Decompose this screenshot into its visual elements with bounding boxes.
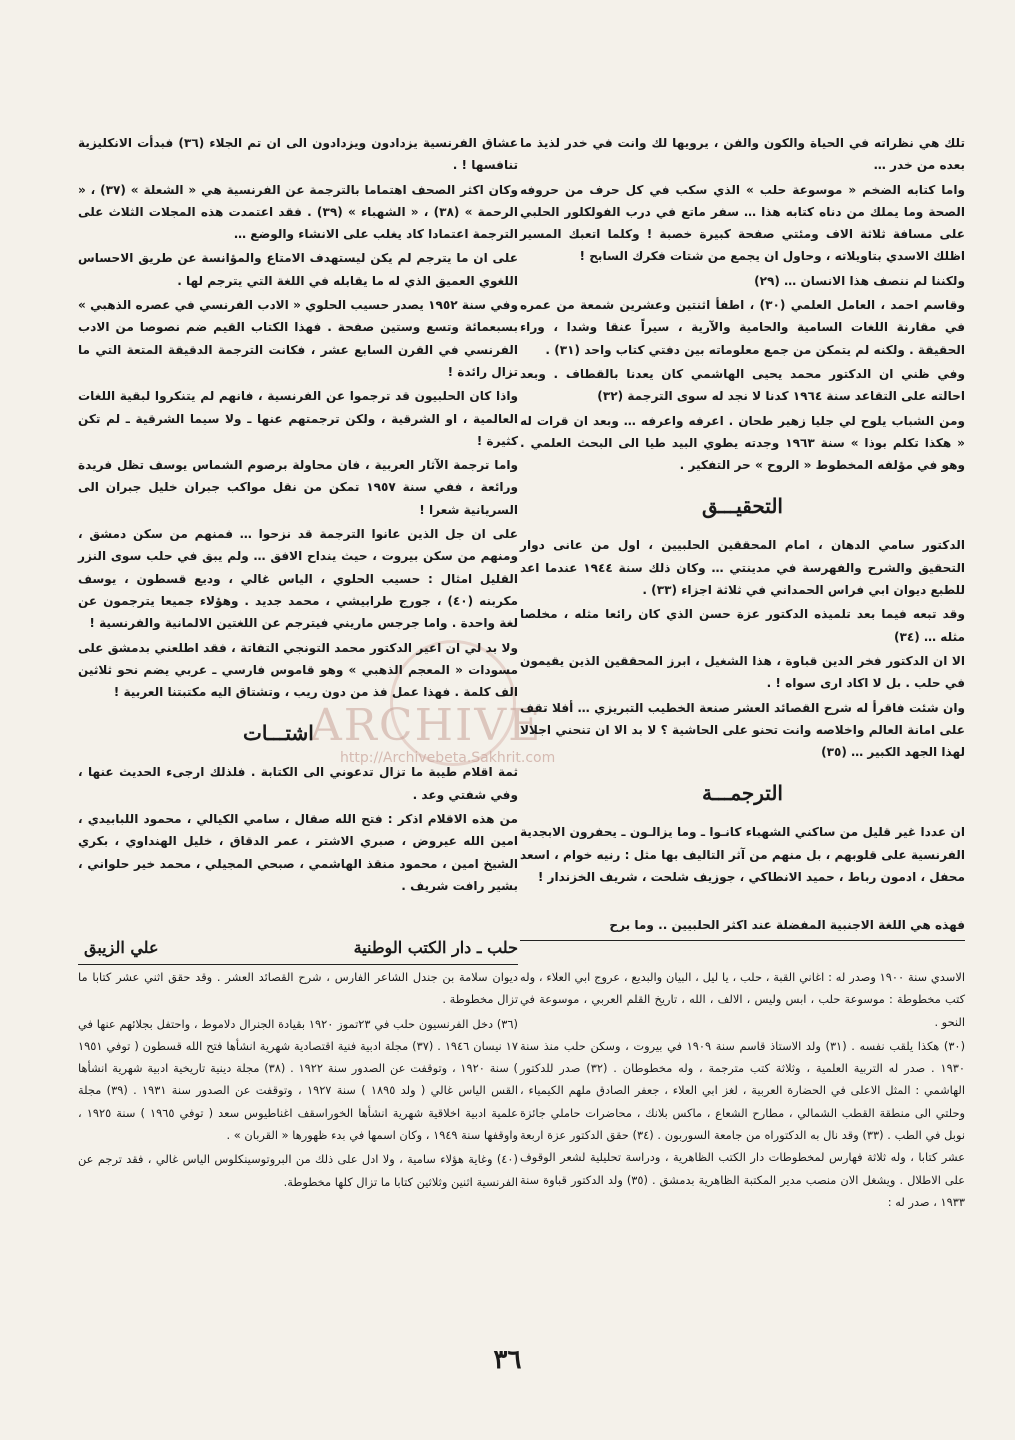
paragraph: واذا كان الحلبيون قد ترجموا عن الفرنسية ، فانهم لم يتنكروا لبقية اللغات العالمية ، او الشرقية ، ولكن ترجمتهم عنها ـ ولا سيما الشرقية ـ لم تكن كثيرة ! [78, 389, 518, 448]
section-heading-tarjama: الترجمـــة [702, 781, 783, 806]
footer-author: علي الزيبق [84, 938, 159, 957]
paragraph: عشاق الفرنسية يزدادون ويزدادون الى ان تم الجلاء (٣٦) فبدأت الانكليزية تنافسها ! . [78, 136, 518, 173]
paragraph: الدكتور سامي الدهان ، امام المحققين الحلبيين ، اول من عانى دوار التحقيق والشرح والفهرسة في مدينتي … وكان ذلك سنة ١٩٤٤ عندما اعد للطبع ديوان ابي فراس الحمداني في ثلاثة اجزاء (٣٣) . [520, 538, 966, 598]
paragraph: وفي سنة ١٩٥٢ يصدر حسيب الحلوي « الادب الفرنسي في عصره الذهبي » بسبعمائة وتسع وستين صفحة . فهذا الكتاب القيم ضم نصوصا من الادب الفرنسي في القرن السابع عشر ، فكانت الترجمة الدقيقة المتعة التي ما تزال رائدة ! [78, 298, 518, 379]
paragraph: على ان ما يترجم لم يكن ليستهدف الامتاع والمؤانسة عن طريق الاحساس اللغوي العميق الذي له ما يقابله في اللغة التي يترجم لها . [78, 251, 518, 288]
footnote: ديوان سلامة بن جندل الشاعر الفارس ، شرح القصائد العشر . وقد حقق اثني عشر كتابا ما تزال مخطوطة . [78, 970, 518, 1007]
paragraph: ولكننا لم ننصف هذا الانسان … (٢٩) [754, 273, 965, 288]
paragraph: ثمة اقلام طيبة ما تزال تدعوني الى الكتابة . فلذلك ارجىء الحديث عنها ، وفي شفتي وعد . [78, 765, 518, 802]
page-number: ٣٦ [493, 1345, 522, 1375]
footnotes-right [520, 966, 965, 1215]
paragraph: واما كتابه الضخم « موسوعة حلب » الذي سكب في كل حرف من حروفه الصحة وما يملك من دناه كتابه هذا … سفر ماتع في درب الفولكلور الحلبي على مسافة ثلاثة الاف ومئتي صفحة كبيرة خصبة ! وكلما اتعبك المسير اظلك الاسدي بتاويلاته ، وحاول ان يجمع من شتات فكرك السابح ! [520, 182, 965, 264]
intro-paragraphs [520, 132, 965, 476]
watermark-url: http://Archivebeta.Sakhrit.com [340, 750, 556, 766]
paragraph: وقاسم احمد ، العامل العلمي (٣٠) ، اطفأ اثنتين وعشرين شمعة من عمره في مقارنة اللغات السامية والحامية والآرية ، سيراً عنقا وشدا ، وراء الحقيقة . ولكنه لم يتمكن من جمع معلوماته بين دفتي كتاب واحد (٣١) . [520, 298, 965, 357]
translation-paragraphs [78, 132, 518, 703]
ashtat-paragraphs [78, 761, 518, 897]
paragraph: واما ترجمة الآثار العربية ، فان محاولة برصوم الشماس يوسف تظل فريدة ورائعة ، ففي سنة ١٩٥٧ تمكن من نقل مواكب جبران خليل جبران الى السريانية شعرا ! [78, 458, 518, 517]
right-column [520, 132, 965, 890]
article-footer [78, 938, 518, 964]
paragraph: ولا بد لي ان اعير الدكتور محمد التونجي التفاتة ، فقد اطلعني بدمشق على مسودات « المعجم الذهبي » وهو قاموس فارسي ـ عربي يضم نحو ثلاثين الف كلمة . فهذا عمل فذ من دون ريب ، وتشتاق اليه مكتبتنا العربية ! [78, 640, 518, 700]
section-heading-tahqiq: التحقيـــق [701, 494, 783, 519]
paragraph: وقد تبعه فيما بعد تلميذه الدكتور عزة حسن الذي كان رائعا مثله ، مخلصا مثله … (٣٤) [520, 607, 965, 644]
left-column [78, 132, 518, 899]
footnotes-left [78, 966, 518, 1195]
footnote: (٣٦) دخل الفرنسيون حلب في ٢٣تموز ١٩٢٠ بقيادة الجنرال دلاموط ، واحتفل بجلائهم عنها في ١٧ نيسان ١٩٤٦ . (٣٧) مجلة ادبية فنية اقتصادية شهرية انشأها فتح الله قسطون ( توفي ١٩٥١ ) سنة ١٩٢٠ ، وتوقفت عن الصدور سنة ١٩٢٢ . (٣٨) مجلة دينية تاريخية ادبية شهرية انشأها القس الياس غالي ( ولد ١٨٩٥ ) سنة ١٩٢٧ ، وتوقفت عن الصدور سنة ١٩٣١ . (٣٩) مجلة علمية ادبية اخلاقية شهرية انشأها الخوراسقف اغناطيوس سعد ( توفي ١٩٦٥ ) سنة ١٩٢٥ ، واوقفها سنة ١٩٤٩ ، وكان اسمها في بدء ظهورها « القربان » . [78, 1016, 519, 1143]
paragraph: الا ان الدكتور فخر الدين قباوة ، هذا الشغيل ، ابرز المحققين الذين يقيمون في حلب . بل لا اكاد ارى سواه ! . [520, 653, 965, 691]
footnote: (٣٠) هكذا يلقب نفسه . (٣١) ولد الاستاذ قاسم سنة ١٩٠٩ في بيروت ، وسكن حلب منذ سنة ١٩٣٠ . صدر له التربية العلمية ، وثلاثة كتب مترجمة ، وله مخطوطان . (٣٢) صدر للدكتور الهاشمي : المثل الاعلى في الحضارة العربية ، لغز ابي العلاء ، جعفر الصادق ملهم الكيمياء ، وحلتي الى منطقة القطب الشمالي ، مطارح الشعاع ، ماكس بلانك ، محاضرات حاملي جائزة نوبل في الطب . (٣٣) وقد نال به الدكتوراه من جامعة السوربون . (٣٤) حقق الدكتور عزة اربعة عشر كتابا ، وله ثلاثة فهارس لمخطوطات دار الكتب الظاهرية ، ودراسة تحليلية لشعر الوقوف على الاطلال . ويشغل الان منصب مدير المكتبة الظاهرية بدمشق . (٣٥) ولد الدكتور قباوة سنة ١٩٣٣ ، صدر له : [520, 1038, 966, 1209]
footnote: الاسدي سنة ١٩٠٠ وصدر له : اغاني القبة ، حلب ، يا ليل ، البيان والبديع ، عروج ابي العلاء ، وله كتب مخطوطة : موسوعة حلب ، ابس وليس ، الالف ، الله ، تاريخ القلم العربي ، موسوعة في النحو . [520, 970, 965, 1029]
right-column-last-line: فهذه هي اللغة الاجنبية المفضلة عند اكثر الحلبيين .. وما برح [609, 918, 965, 932]
footnote: (٤٠) وغاية هؤلاء سامية ، ولا ادل على ذلك من البروتوسينكلوس الياس غالي ، فقد ترجم عن الفرنسية اثنين وثلاثين كتابا ما تزال كلها مخطوطة. [78, 1152, 518, 1189]
watermark-text: ARCHIVE [310, 700, 543, 751]
paragraph: من هذه الاقلام اذكر : فتح الله صقال ، سامي الكيالي ، محمود اللبابيدي ، امين الله عيروض ، صبري الاشتر ، عمر الدقاق ، خليل الهنداوي ، بكري الشيخ امين ، محمود منقذ الهاشمي ، صبحي المجيلي ، محمد خير حلواني ، بشير رافت شريف . [78, 812, 518, 893]
paragraph: وان شئت فاقرأ له شرح القصائد العشر صنعة الخطيب التبريزي … أفلا تقف على امانة العالم واخلاصه وانت تحنو على الحاشية ؟ لا بد الا ان تنحني اجلالا لهذا الجهد الكبير … (٣٥) [520, 700, 965, 760]
paragraph: ان عددا غير قليل من ساكني الشهباء كانـوا ـ وما يزالـون ـ يحفرون الابجدية الفرنسية على قلوبهم ، بل منهم من آثر التاليف بها مثل : رنيه خوام ، اسعد محفل ، ادمون رباط ، حميد الانطاكي ، جوزيف شلحت ، شريف الخزندار ! [520, 825, 965, 885]
tahqiq-paragraphs [520, 534, 965, 763]
paragraph: وكان اكثر الصحف اهتماما بالترجمة عن الفرنسية هي « الشعلة » (٣٧) ، « الرحمة » (٣٨) ، « الشهباء » (٣٩) . فقد اعتمدت هذه المجلات الثلاث على الترجمة اعتمادا كاد يغلب على الانشاء والوضع … [78, 182, 519, 242]
tarjama-paragraphs [520, 821, 965, 888]
paragraph: تلك هي نظراته في الحياة والكون والفن ، يرويها لك وانت في خدر لذيذ ما بعده من خدر … [520, 136, 965, 173]
footer-title: حلب ـ دار الكتب الوطنية [353, 938, 518, 957]
paragraph: على ان جل الذين عانوا الترجمة قد نزحوا … فمنهم من سكن دمشق ، ومنهم من سكن بيروت ، حيث ينداح الافق … ولم يبق في حلب سوى النزر القليل امثال : حسيب الحلوي ، الياس غالي ، وديع قسطون ، يوسف مكربنه (٤٠) ، جورج طرابيشي ، محمد جديد . وهؤلاء جميعا يترجمون عن لغة واحدة . واما جرجس ماريني فيترجم عن اللغتين الالمانية والفرنسية ! [78, 527, 518, 631]
footnote-rule-left [78, 964, 518, 965]
paragraph: ومن الشباب يلوح لي جليا زهير طحان . اعرفه واعرفه … وبعد ان قرات له « هكذا تكلم بوذا » سنة ١٩٦٣ وجدته يطوي البيد طيا الى البحث العلمي . وهو في مؤلفه المخطوط « الروح » حر التفكير . [520, 413, 965, 473]
paragraph: وفي ظني ان الدكتور محمد يحيى الهاشمي كان يعدنا بالقطاف . وبعد احالته على التقاعد سنة ١٩٦٤ كدنا لا نجد له سوى الترجمة (٣٢) [520, 366, 965, 404]
footnote-rule-right [520, 940, 965, 941]
section-heading-ashtat: اشتـــات [243, 721, 314, 746]
